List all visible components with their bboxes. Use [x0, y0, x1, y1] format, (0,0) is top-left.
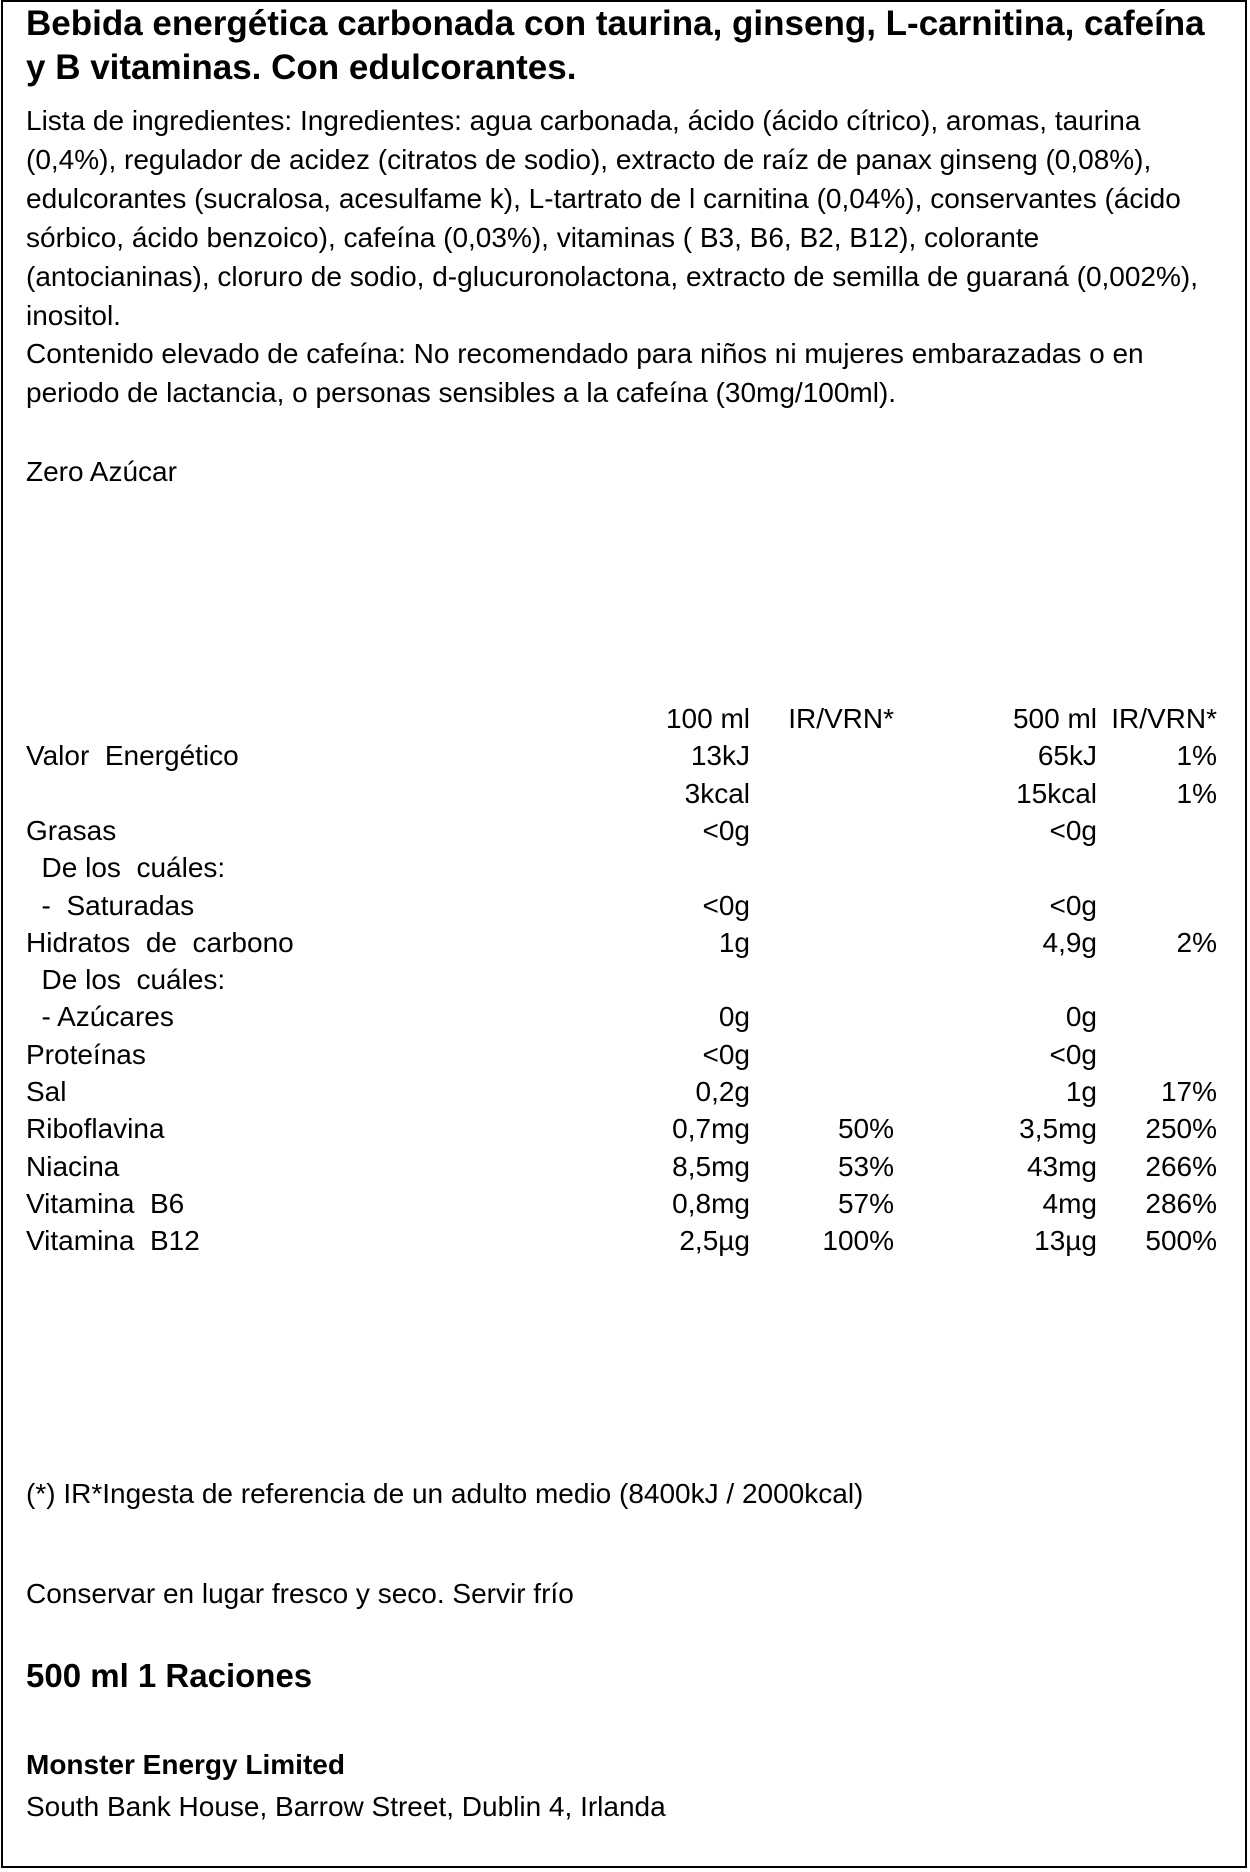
nutrient-label: Proteínas	[26, 1038, 146, 1070]
nutrient-label: Niacina	[26, 1150, 120, 1182]
nutrition-row	[0, 1222, 1250, 1259]
percent-rv-per-500ml: 1%	[1176, 777, 1217, 809]
percent-rv-per-100ml: IR/VRN*	[788, 703, 894, 734]
nutrient-label: Hidratos de carbono	[26, 926, 294, 958]
value-per-100ml: 0,2g	[695, 1076, 750, 1107]
servings-info: 500 ml 1 Raciones	[26, 1657, 313, 1694]
nutrition-row	[0, 961, 1250, 998]
value-per-500ml: 4,9g	[1042, 926, 1097, 958]
percent-rv-per-500ml: 2%	[1176, 926, 1217, 958]
value-per-500ml: 3,5mg	[1019, 1113, 1097, 1145]
percent-rv-per-500ml: 266%	[1145, 1150, 1217, 1182]
nutrient-label: Vitamina B12	[26, 1225, 200, 1257]
nutrient-label: Riboflavina	[26, 1113, 165, 1145]
nutrition-row	[0, 1073, 1250, 1110]
value-per-100ml: 13kJ	[690, 740, 750, 772]
value-per-100ml: <0g	[702, 1038, 750, 1070]
nutrient-label: Vitamina B6	[26, 1187, 185, 1219]
nutrient-label: - Azúcares	[26, 1001, 174, 1033]
nutrient-label: Valor Energético	[26, 740, 239, 772]
percent-rv-per-500ml: 250%	[1145, 1113, 1217, 1145]
nutrition-row	[0, 924, 1250, 961]
value-per-500ml: 4mg	[1042, 1187, 1097, 1219]
percent-rv-per-500ml: 286%	[1145, 1187, 1217, 1219]
value-per-100ml: 1g	[718, 926, 750, 958]
nutrition-row	[0, 998, 1250, 1035]
nutrition-row	[0, 887, 1250, 924]
percent-rv-per-100ml: 57%	[837, 1187, 894, 1219]
nutrient-label: Sal	[26, 1076, 67, 1107]
value-per-100ml: 2,5µg	[679, 1225, 750, 1257]
value-per-100ml: 100 ml	[665, 703, 750, 734]
value-per-500ml: 13µg	[1034, 1225, 1097, 1257]
percent-rv-per-100ml: 50%	[837, 1113, 894, 1145]
company-address: South Bank House, Barrow Street, Dublin 4, Irlanda	[26, 1791, 666, 1822]
value-per-500ml: 500 ml	[1012, 703, 1097, 734]
ingredients-list: Lista de ingredientes: Ingredientes: agua carbonada, ácido (ácido cítrico), aromas, taurina (0,4%), regulador de acidez (citratos de sodio), extracto de raíz de panax ginseng (0,08%), edulcorantes (sucralosa, acesulfame k), L-tartrato de l carnitina (0,04%), conservantes (ácido sórbico, ácido benzoico), cafeína (0,03%), vitaminas ( B3, B6, B2, B12), colorante (antocianinas), cloruro de sodio, d-glucuronolactona, extracto de semilla de guaraná (0,002%), inositol.	[26, 105, 1199, 331]
value-per-500ml: <0g	[1049, 1038, 1097, 1070]
value-per-500ml: 65kJ	[1037, 740, 1097, 772]
reference-note: (*) IR*Ingesta de referencia de un adulto medio (8400kJ / 2000kcal)	[26, 1478, 864, 1509]
value-per-500ml: <0g	[1049, 889, 1097, 921]
value-per-500ml: 0g	[1065, 1001, 1097, 1033]
value-per-100ml: 0,8mg	[672, 1187, 750, 1219]
value-per-500ml: 15kcal	[1016, 777, 1097, 809]
nutrition-row	[0, 1110, 1250, 1147]
nutrition-row	[0, 1148, 1250, 1185]
nutrition-row	[0, 775, 1250, 812]
nutrient-label: - Saturadas	[26, 889, 195, 921]
percent-rv-per-500ml: 1%	[1176, 740, 1217, 772]
nutrition-row	[0, 737, 1250, 774]
percent-rv-per-500ml: IR/VRN*	[1111, 703, 1217, 734]
product-title: Bebida energética carbonada con taurina, ginseng, L-carnitina, cafeína y B vitaminas. Con edulcorantes.	[26, 4, 1205, 87]
value-per-100ml: <0g	[702, 814, 750, 846]
percent-rv-per-500ml: 500%	[1145, 1225, 1217, 1257]
nutrition-row	[0, 812, 1250, 849]
company-name: Monster Energy Limited	[26, 1749, 345, 1780]
nutrition-row	[0, 849, 1250, 886]
value-per-100ml: <0g	[702, 889, 750, 921]
value-per-100ml: 0,7mg	[672, 1113, 750, 1145]
sugar-claim: Zero Azúcar	[26, 456, 177, 487]
percent-rv-per-100ml: 100%	[822, 1225, 894, 1257]
storage-instructions: Conservar en lugar fresco y seco. Servir frío	[26, 1578, 574, 1609]
nutrient-label: De los cuáles:	[26, 964, 226, 996]
nutrient-label: Grasas	[26, 814, 117, 846]
nutrition-row	[0, 1036, 1250, 1073]
value-per-100ml: 0g	[718, 1001, 750, 1033]
value-per-100ml: 8,5mg	[672, 1150, 750, 1182]
percent-rv-per-100ml: 53%	[837, 1150, 894, 1182]
nutrient-label: De los cuáles:	[26, 852, 226, 884]
value-per-500ml: 43mg	[1026, 1150, 1097, 1182]
caffeine-warning: Contenido elevado de cafeína: No recomendado para niños ni mujeres embarazadas o en periodo de lactancia, o personas sensibles a la cafeína (30mg/100ml).	[26, 338, 1144, 408]
nutrition-header-row	[0, 700, 1250, 737]
nutrition-row	[0, 1185, 1250, 1222]
value-per-500ml: <0g	[1049, 814, 1097, 846]
value-per-500ml: 1g	[1065, 1076, 1097, 1107]
percent-rv-per-500ml: 17%	[1160, 1076, 1217, 1107]
value-per-100ml: 3kcal	[684, 777, 750, 809]
